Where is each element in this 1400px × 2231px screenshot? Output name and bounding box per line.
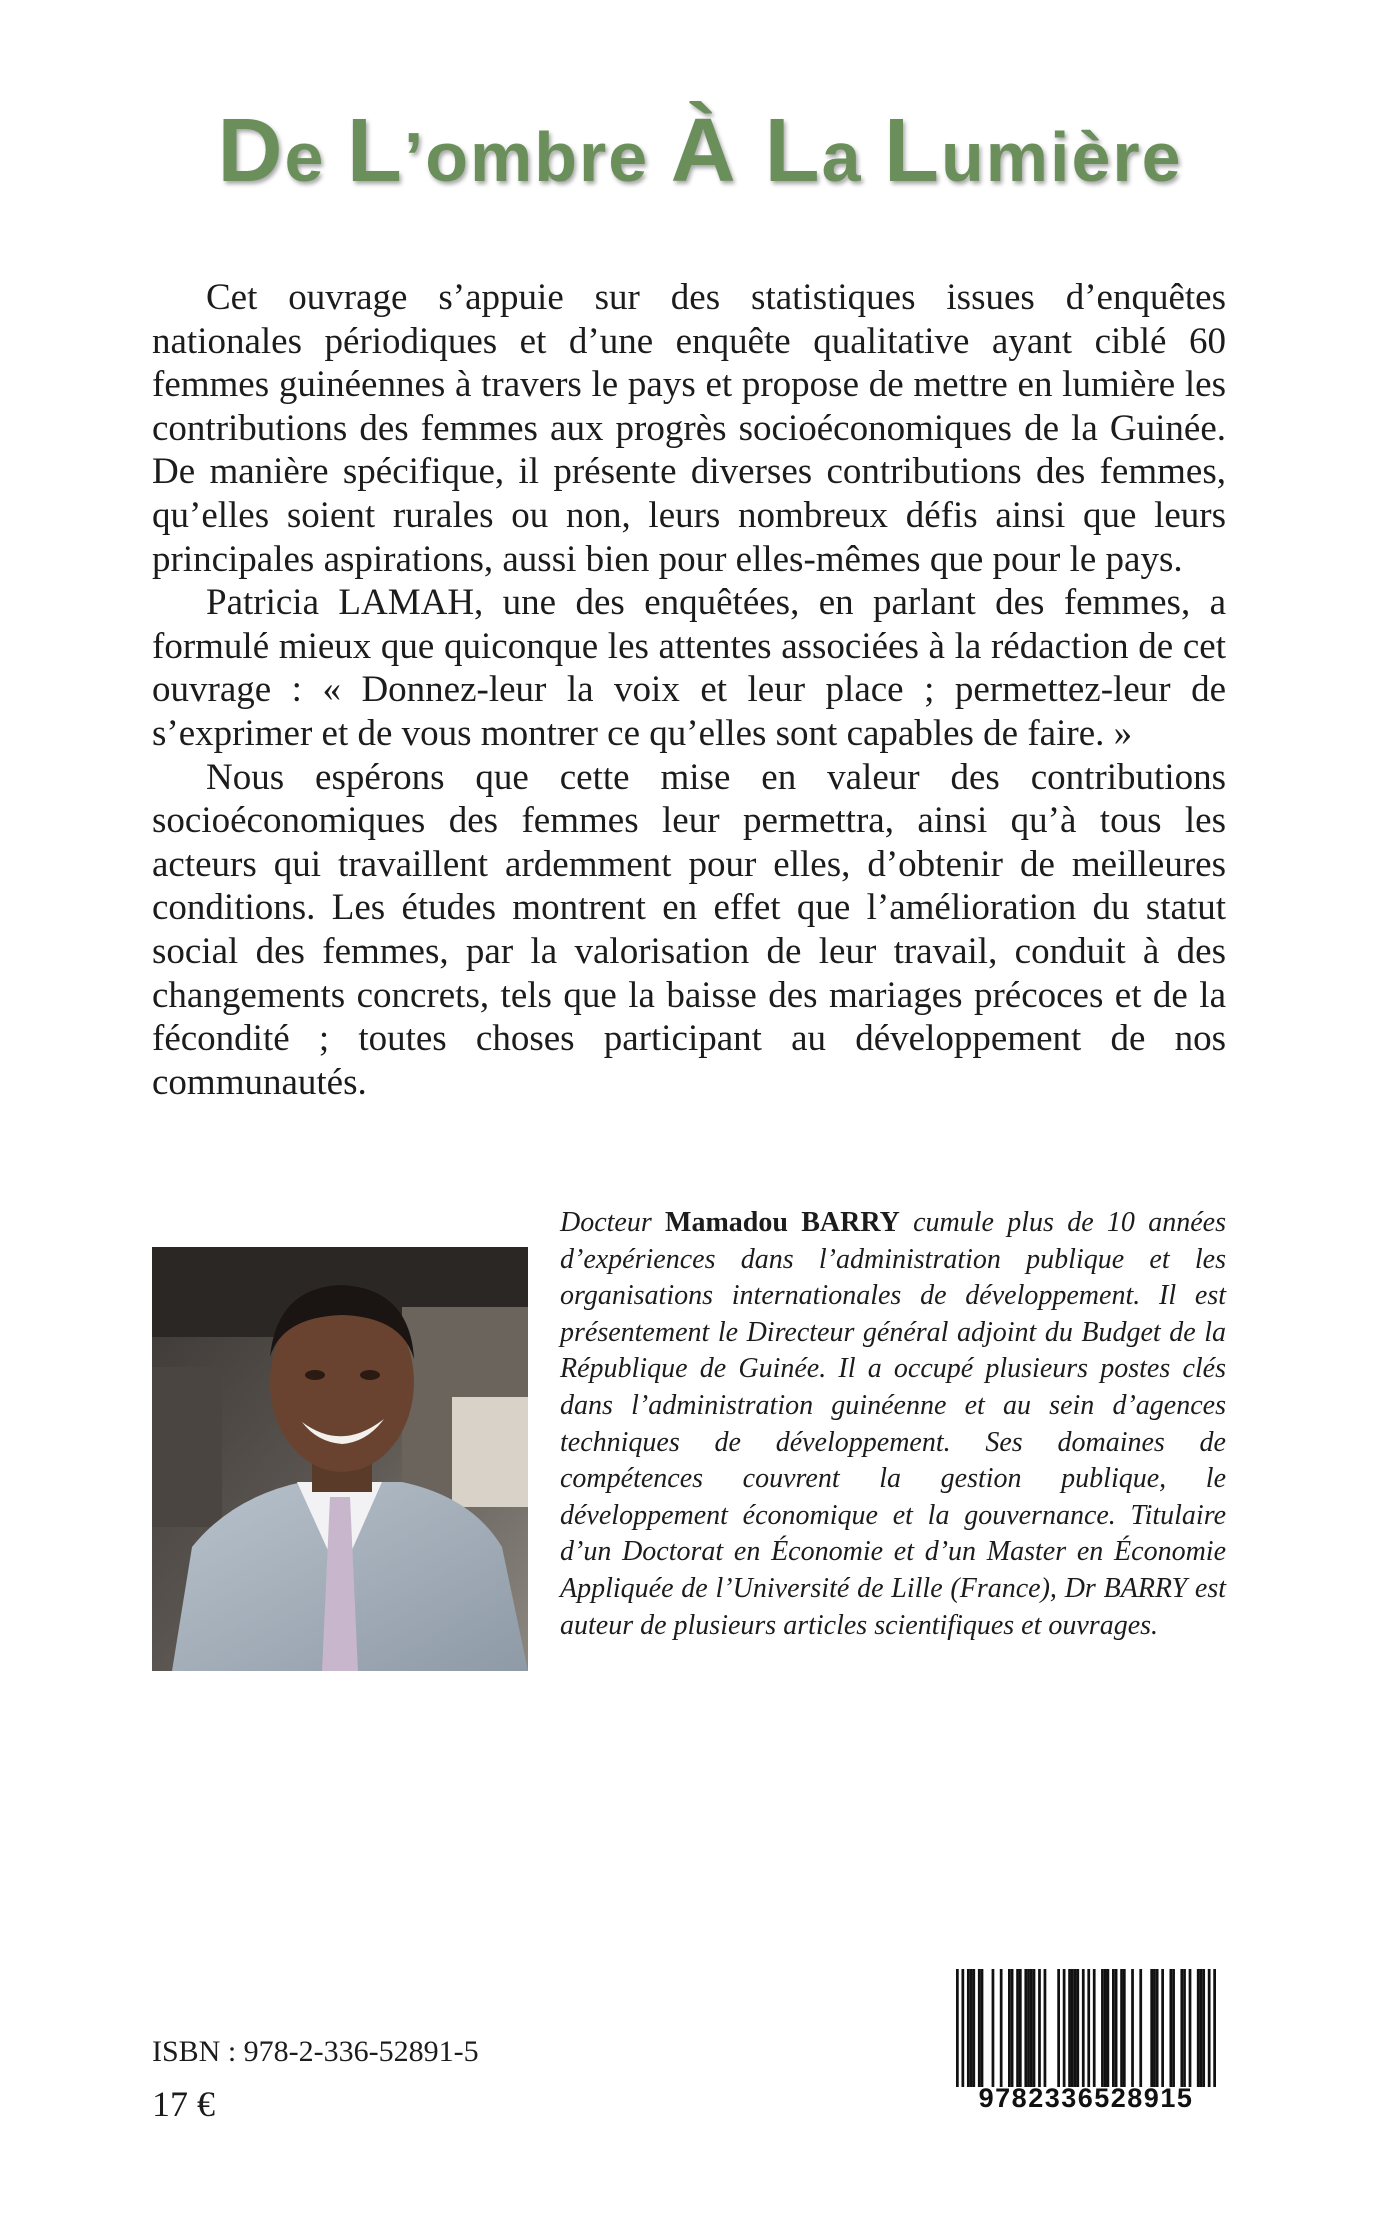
barcode-bar bbox=[1131, 1969, 1134, 2087]
barcode-bar bbox=[1169, 1969, 1172, 2087]
barcode-bar bbox=[1183, 1969, 1186, 2087]
book-summary bbox=[152, 276, 1226, 1104]
barcode-bar bbox=[1024, 1969, 1027, 2087]
barcode-digits: 9782336528915 bbox=[978, 2083, 1194, 2113]
barcode-bar bbox=[1156, 1969, 1159, 2087]
summary-paragraph-2: Patricia LAMAH, une des enquêtées, en parlant des femmes, a formulé mieux que quiconque les attentes associées à la rédaction de cet ouvrage : « Donnez-leur la voix et leur place ; permettez-leur de s’exprimer et de vous montrer ce qu’elles sont capables de faire. » bbox=[152, 582, 1226, 754]
barcode-bar bbox=[1071, 1969, 1074, 2087]
barcode-bar bbox=[1180, 1969, 1183, 2087]
barcode-bar bbox=[1087, 1969, 1090, 2087]
barcode-bar bbox=[961, 1969, 964, 2087]
author-portrait-icon bbox=[152, 1247, 528, 1671]
barcode-bar bbox=[1027, 1969, 1030, 2087]
barcode-bar bbox=[992, 1969, 995, 2087]
barcode-bar bbox=[1200, 1969, 1203, 2087]
barcode-bar bbox=[1068, 1969, 1071, 2087]
barcode-bar bbox=[1104, 1969, 1107, 2087]
barcode-bar bbox=[1016, 1969, 1019, 2087]
author-bio: Docteur Mamadou BARRY cumule plus de 10 années d’expériences dans l’administration publique et les organisations internationales de développement. Il est présentement le Directeur général adjoint du Budget de la République de Guinée. Il a occupé plusieurs postes clés dans l’administration guinéenne et au sein d’agences techniques de développement. Ses domaines de compétences couvrent la gestion publique, le développement économique et la gouvernance. Titulaire d’un Doctorat en Économie et d’un Master en Économie Appliquée de l’Université de Lille (France), Dr BARRY est auteur de plusieurs articles scientifiques et ouvrages. bbox=[560, 1207, 1226, 1641]
barcode-bar bbox=[1161, 1969, 1164, 2087]
summary-paragraph-1: Cet ouvrage s’appuie sur des statistiques issues d’enquêtes nationales périodiques et d’une enquête qualitative ayant ciblé 60 femmes guinéennes à travers le pays et propose de mettre en lumière les contributions des femmes aux progrès socioéconomiques de la Guinée. De manière spécifique, il présente diverses contributions des femmes, qu’elles soient rurales ou non, leurs nombreux défis ainsi que leurs principales aspirations, aussi bien pour elles-mêmes que pour le pays. bbox=[152, 277, 1226, 580]
barcode-bar bbox=[1019, 1969, 1022, 2087]
barcode-bar bbox=[1202, 1969, 1205, 2087]
barcode-bar bbox=[981, 1969, 984, 2087]
barcode-bar bbox=[1112, 1969, 1115, 2087]
price: 17 € bbox=[152, 2084, 215, 2124]
barcode-bar bbox=[1008, 1969, 1011, 2087]
barcode-bar bbox=[1150, 1969, 1153, 2087]
barcode-bar bbox=[1120, 1969, 1123, 2087]
barcode bbox=[946, 1969, 1226, 2117]
barcode-bar bbox=[1030, 1969, 1033, 2087]
barcode-bar bbox=[1107, 1969, 1110, 2087]
barcode-bar bbox=[1101, 1969, 1104, 2087]
barcode-bar bbox=[1038, 1969, 1041, 2087]
barcode-bar bbox=[1000, 1969, 1003, 2087]
barcode-bar bbox=[967, 1969, 970, 2087]
barcode-bar bbox=[1082, 1969, 1085, 2087]
book-title: De L’ombre À La Lumière bbox=[217, 101, 1183, 201]
barcode-bar bbox=[1076, 1969, 1079, 2087]
barcode-bar bbox=[1139, 1969, 1142, 2087]
barcode-bar bbox=[1115, 1969, 1118, 2087]
barcode-bars-icon bbox=[956, 1969, 1216, 2087]
barcode-bar bbox=[1057, 1969, 1060, 2087]
barcode-bar bbox=[970, 1969, 973, 2087]
barcode-bar bbox=[1074, 1969, 1077, 2087]
barcode-bar bbox=[1044, 1969, 1047, 2087]
barcode-bar bbox=[1213, 1969, 1216, 2087]
author-photo bbox=[152, 1247, 528, 1671]
summary-paragraph-3: Nous espérons que cette mise en valeur des contributions socioéconomiques des femmes leur permettra, ainsi qu’à tous les acteurs qui travaillent ardemment pour elles, d’obtenir de meilleures conditions. Les études montrent en effet que l’amélioration du statut social des femmes, par la valorisation de leur travail, conduit à des changements concrets, tels que la baisse des mariages précoces et de la fécondité ; toutes choses participant au développement de nos communautés. bbox=[152, 756, 1226, 1103]
barcode-bar bbox=[972, 1969, 975, 2087]
isbn: ISBN : 978-2-336-52891-5 bbox=[152, 2035, 479, 2068]
barcode-bar bbox=[1093, 1969, 1096, 2087]
barcode-bar bbox=[1208, 1969, 1211, 2087]
barcode-bar bbox=[1123, 1969, 1126, 2087]
barcode-bar bbox=[1011, 1969, 1014, 2087]
barcode-bar bbox=[956, 1969, 959, 2087]
barcode-bar bbox=[1189, 1969, 1192, 2087]
barcode-bar bbox=[978, 1969, 981, 2087]
author-name: Mamadou BARRY bbox=[665, 1207, 900, 1238]
barcode-bar bbox=[1197, 1969, 1200, 2087]
barcode-bar bbox=[1033, 1969, 1036, 2087]
barcode-bar bbox=[1172, 1969, 1175, 2087]
barcode-bar bbox=[1153, 1969, 1156, 2087]
barcode-bar bbox=[1063, 1969, 1066, 2087]
